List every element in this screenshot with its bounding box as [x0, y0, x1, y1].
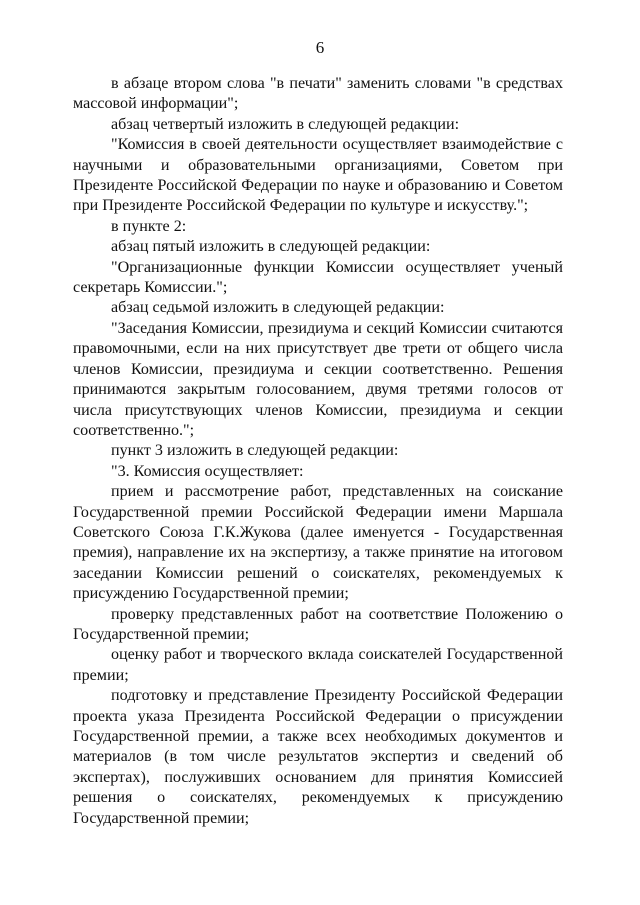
paragraph-commission-interaction: "Комиссия в своей деятельности осуществляет взаимодействие с научными и образовательными организациями, Советом при Президенте Российской Федерации по науке и образованию и Советом при Президенте Российской Федерации по культуре и искусству."; — [73, 136, 563, 215]
paragraph-commission-performs: "3. Комиссия осуществляет: — [111, 462, 304, 480]
paragraph-verification-of-works: проверку представленных работ на соответствие Положению о Государственной премии; — [73, 605, 563, 643]
paragraph-fifth-abzac-heading: абзац пятый изложить в следующей редакции: — [111, 238, 431, 256]
paragraph-evaluation-of-works: оценку работ и творческого вклада соискателей Государственной премии; — [73, 646, 563, 684]
paragraph-organizational-functions: "Организационные функции Комиссии осуществляет ученый секретарь Комиссии."; — [73, 258, 563, 297]
document-body — [73, 74, 563, 829]
paragraph-preparation-of-decree: подготовку и представление Президенту Российской Федерации проекта указа Президента Российской Федерации о присуждении Государственной премии, а также всех необходимых документов и материалов (в том числе результатов экспертиз и сведений об экспертах), послуживших основанием для принятия Комиссией решения о соискателях, рекомендуемых к присуждению Государственной премии; — [73, 687, 563, 827]
paragraph-meetings-quorum: "Заседания Комиссии, президиума и секций Комиссии считаются правомочными, если на них присутствует две трети от общего числа членов Комиссии, президиума и секции соответственно. Решения принимаются закрытым голосованием, двумя третями голосов от числа присутствующих членов Комиссии, президиума и секции соответственно."; — [73, 319, 563, 439]
paragraph-reception-of-works: прием и рассмотрение работ, представленных на соискание Государственной премии Российской Федерации имени Маршала Советского Союза Г.К.Жукова (далее именуется - Государственная премия), направление их на экспертизу, а также принятие на итоговом заседании Комиссии решений о соискателях, рекомендуемых к присуждению Государственной премии; — [73, 483, 563, 603]
paragraph-point-2: в пункте 2: — [111, 217, 187, 235]
paragraph-amend-press-wording: в абзаце втором слова "в печати" заменить словами "в средствах массовой информации"; — [73, 75, 563, 113]
paragraph-point-3-heading: пункт 3 изложить в следующей редакции: — [111, 442, 399, 460]
paragraph-seventh-abzac-heading: абзац седьмой изложить в следующей редакции: — [111, 299, 445, 317]
paragraph-fourth-abzac-heading: абзац четвертый изложить в следующей редакции: — [111, 115, 460, 133]
page-number: 6 — [315, 38, 325, 57]
